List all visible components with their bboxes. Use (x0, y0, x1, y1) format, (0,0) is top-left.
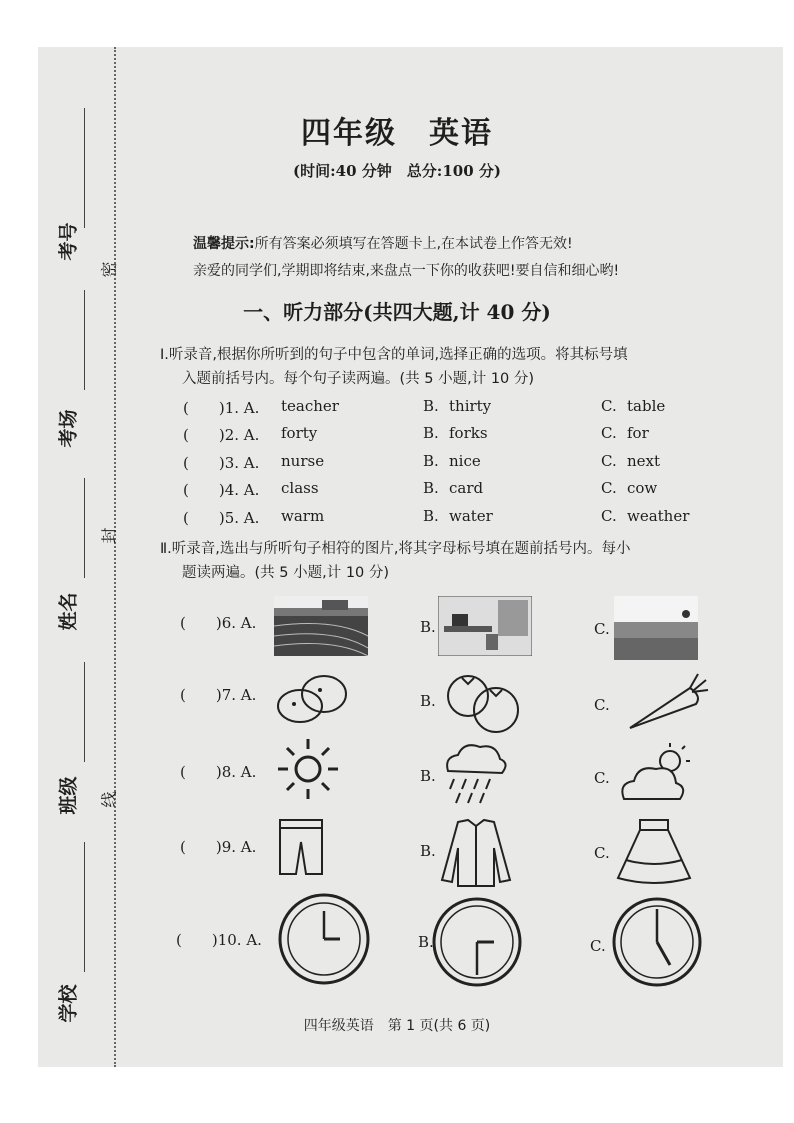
exam-room-label: 考场 (57, 409, 80, 448)
rain-cloud-picture (440, 739, 510, 805)
skirt-picture (614, 818, 694, 888)
option-b-label: B. (423, 424, 439, 442)
option-c-label: C. (601, 507, 617, 525)
tomatoes-picture (438, 668, 528, 734)
option-c: weather (627, 507, 690, 525)
option-b-label: B. (423, 507, 439, 525)
part1-question-row (183, 479, 743, 501)
class-line (84, 662, 85, 762)
school-line (84, 842, 85, 972)
option-b-label: B. (423, 452, 439, 470)
class-label: 班级 (57, 776, 80, 815)
part1-question-row (183, 424, 743, 446)
shirt-picture (438, 818, 514, 888)
school-label: 学校 (57, 984, 80, 1023)
question-number: ( )1. A. (183, 399, 260, 417)
question-7-option-b-label: B. (420, 692, 436, 710)
question-9-option-b-label: B. (420, 842, 436, 860)
carrot-picture (620, 668, 710, 734)
exam-info: (时间:40 分钟 总分:100 分) (293, 162, 501, 180)
option-a: warm (281, 507, 325, 525)
question-7-number: ( )7. A. (180, 686, 257, 704)
sun-cloud-picture (618, 739, 692, 805)
option-b-label: B. (423, 479, 439, 497)
name-line (84, 478, 85, 578)
option-a: class (281, 479, 319, 497)
part1-instruction-line-1: Ⅰ.听录音,根据你所听到的句子中包含的单词,选择正确的选项。将其标号填 (160, 347, 628, 363)
question-7-option-c-label: C. (594, 696, 610, 714)
option-c: table (627, 397, 666, 415)
tip-line-1 (193, 233, 573, 253)
option-b: thirty (449, 397, 492, 415)
question-6 (180, 590, 750, 670)
playground-picture (274, 596, 368, 656)
tip-text-1: 所有答案必须填写在答题卡上,在本试卷上作答无效! (254, 236, 573, 252)
fold-line (114, 47, 116, 1067)
question-8-option-c-label: C. (594, 769, 610, 787)
section-heading: 一、听力部分(共四大题,计 40 分) (243, 300, 551, 324)
question-10-option-b-label: B. (418, 933, 434, 951)
question-number: ( )5. A. (183, 509, 260, 527)
question-10 (176, 893, 750, 973)
part2-instruction-line-2: 题读两遍。(共 5 小题,计 10 分) (182, 565, 390, 581)
question-8 (180, 737, 750, 817)
question-8-number: ( )8. A. (180, 763, 257, 781)
option-c-label: C. (601, 452, 617, 470)
question-7 (180, 668, 750, 748)
part1-instruction-line-2: 入题前括号内。每个句子读两遍。(共 5 小题,计 10 分) (182, 371, 535, 387)
part1-instruction (160, 343, 770, 391)
clock-a-picture (278, 893, 370, 985)
potatoes-picture (272, 668, 352, 728)
sun-picture (276, 737, 340, 801)
question-6-option-b-label: B. (420, 618, 436, 636)
part1-question-row (183, 507, 743, 529)
part1-question-row (183, 452, 743, 474)
option-b: nice (449, 452, 481, 470)
option-b: card (449, 479, 484, 497)
option-a: teacher (281, 397, 339, 415)
part1-question-row (183, 397, 743, 419)
part2-instruction (160, 537, 770, 585)
page-footer: 四年级英语 第 1 页(共 6 页) (303, 1018, 491, 1034)
seal-char-feng: 封 (99, 527, 119, 544)
exam-number-label: 考号 (57, 222, 80, 261)
question-10-number: ( )10. A. (176, 931, 262, 949)
seal-char-mi: 密 (99, 261, 119, 278)
option-b-label: B. (423, 397, 439, 415)
option-c: cow (627, 479, 658, 497)
option-c: next (627, 452, 661, 470)
question-9-number: ( )9. A. (180, 838, 257, 856)
tennis-court-picture (614, 596, 698, 660)
name-label: 姓名 (57, 592, 80, 631)
clock-b-picture (432, 897, 522, 987)
option-a: forty (281, 424, 318, 442)
question-6-option-c-label: C. (594, 620, 610, 638)
option-c-label: C. (601, 397, 617, 415)
question-9 (180, 818, 750, 898)
question-10-option-c-label: C. (590, 937, 606, 955)
question-8-option-b-label: B. (420, 767, 436, 785)
shorts-picture (276, 818, 326, 876)
question-9-option-c-label: C. (594, 844, 610, 862)
option-c-label: C. (601, 479, 617, 497)
question-number: ( )4. A. (183, 481, 260, 499)
clock-c-picture (612, 897, 702, 987)
question-6-number: ( )6. A. (180, 614, 257, 632)
option-b: forks (449, 424, 488, 442)
office-picture (438, 596, 532, 656)
option-c-label: C. (601, 424, 617, 442)
part2-instruction-line-1: Ⅱ.听录音,选出与所听句子相符的图片,将其字母标号填在题前括号内。每小 (160, 541, 631, 557)
seal-char-xian: 线 (99, 791, 119, 808)
option-c: for (627, 424, 649, 442)
tip-line-2: 亲爱的同学们,学期即将结束,来盘点一下你的收获吧!要自信和细心哟! (193, 263, 620, 279)
option-b: water (449, 507, 493, 525)
tip-label: 温馨提示: (193, 236, 255, 252)
question-number: ( )2. A. (183, 426, 260, 444)
option-a: nurse (281, 452, 325, 470)
question-number: ( )3. A. (183, 454, 260, 472)
page-title: 四年级 英语 (301, 116, 493, 151)
